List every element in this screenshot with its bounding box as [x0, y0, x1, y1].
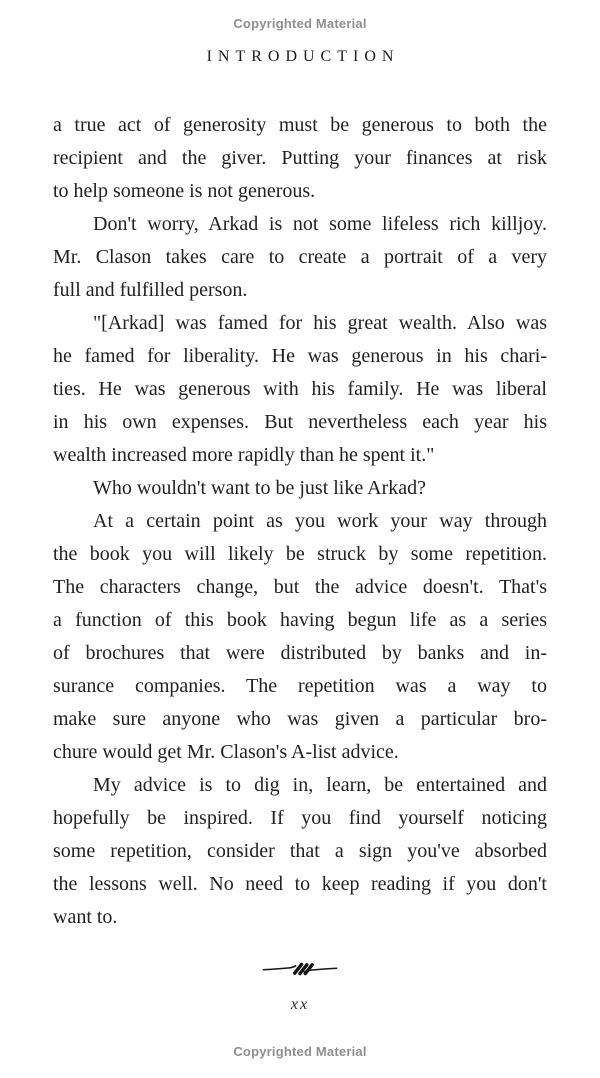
text-line: he famed for liberality. He was generous in his chari-: [53, 345, 547, 367]
text-line: the book you will likely be struck by some repetition.: [53, 543, 547, 565]
text-line: Don't worry, Arkad is not some lifeless rich killjoy.: [93, 213, 547, 235]
text-line: At a certain point as you work your way through: [93, 510, 547, 532]
text-line: My advice is to dig in, learn, be entertained and: [93, 774, 547, 796]
text-line: hopefully be inspired. If you find yourself noticing: [53, 807, 547, 829]
text-line: The characters change, but the advice doesn't. That's: [53, 576, 547, 598]
text-line: full and fulfilled person.: [53, 279, 248, 301]
text-line: wealth increased more rapidly than he spent it.": [53, 444, 435, 466]
text-line: the lessons well. No need to keep reading if you don't: [53, 873, 547, 895]
text-line: of brochures that were distributed by banks and in-: [53, 642, 547, 664]
copyright-notice-top: Copyrighted Material: [233, 16, 367, 31]
text-line: want to.: [53, 906, 118, 928]
copyright-notice-bottom: Copyrighted Material: [233, 1044, 367, 1059]
text-line: ties. He was generous with his family. He was liberal: [53, 378, 547, 400]
page-number: xx: [290, 996, 310, 1013]
text-line: Mr. Clason takes care to create a portrait of a very: [53, 246, 547, 268]
text-line: surance companies. The repetition was a way to: [53, 675, 547, 697]
text-line: in his own expenses. But nevertheless each year his: [53, 411, 547, 433]
text-line: a function of this book having begun life as a series: [53, 609, 547, 631]
chapter-heading: INTRODUCTION: [206, 48, 400, 65]
text-line: chure would get Mr. Clason's A-list advice.: [53, 741, 399, 763]
scroll-flourish-icon: [262, 960, 338, 978]
body-text: [53, 109, 547, 934]
text-line: Who wouldn't want to be just like Arkad?: [93, 477, 426, 499]
text-line: a true act of generosity must be generous to both the: [53, 114, 547, 136]
text-line: "[Arkad] was famed for his great wealth. Also was: [93, 312, 547, 334]
text-line: recipient and the giver. Putting your finances at risk: [53, 147, 547, 169]
text-line: to help someone is not generous.: [53, 180, 316, 202]
text-line: make sure anyone who was given a particular bro-: [53, 708, 547, 730]
text-line: some repetition, consider that a sign you've absorbed: [53, 840, 547, 862]
scroll-flourish-ornament: [0, 960, 600, 983]
